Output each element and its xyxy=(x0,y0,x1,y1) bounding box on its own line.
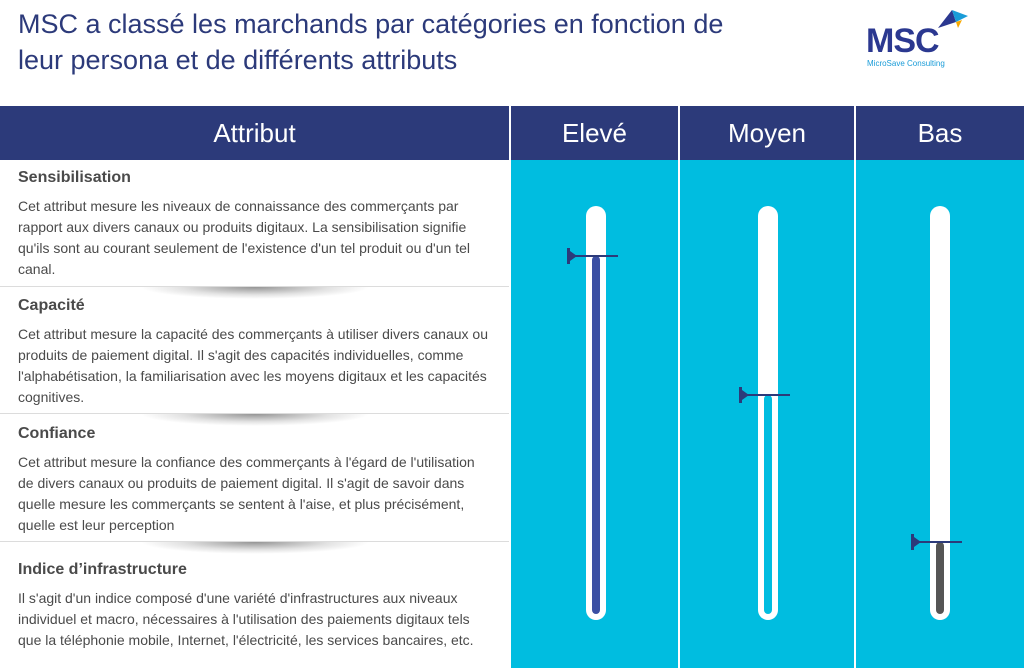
header-bas: Bas xyxy=(856,106,1024,160)
logo-subtitle: MicroSave Consulting xyxy=(867,59,945,68)
title-line-2: leur persona et de différents attributs xyxy=(18,45,458,75)
gauge-fill-bas xyxy=(936,542,944,614)
title-line-1: MSC a classé les marchands par catégories en fonction de xyxy=(18,9,724,39)
attribute-capacite xyxy=(18,296,488,408)
bird-icon xyxy=(932,8,972,42)
gauge-flag-icon xyxy=(739,387,749,403)
divider-shadow xyxy=(140,542,370,554)
header-moyen: Moyen xyxy=(680,106,854,160)
attribute-title: Indice d’infrastructure xyxy=(18,561,187,578)
header-attribut: Attribut xyxy=(0,106,509,160)
gauge-fill-eleve xyxy=(592,256,600,614)
attribute-infrastructure xyxy=(18,560,488,651)
table-header xyxy=(0,106,1024,160)
gauge-flag-icon xyxy=(567,248,577,264)
attribute-description: Il s'agit d'un indice composé d'une variété d'infrastructures aux niveaux individuel et macro, nécessaires à l'utilisation des paiements digitaux tels que la téléphonie mobile, Internet, l'électricité, les services bancaires, etc. xyxy=(18,590,474,648)
attribute-sensibilisation xyxy=(18,168,488,280)
attribute-title: Sensibilisation xyxy=(18,169,131,186)
logo-text: MSC xyxy=(866,22,939,60)
attribute-title: Confiance xyxy=(18,425,96,442)
header-eleve: Elevé xyxy=(511,106,678,160)
page-title xyxy=(18,6,818,78)
attribute-title: Capacité xyxy=(18,297,85,314)
msc-logo xyxy=(864,8,984,70)
attribute-description: Cet attribut mesure la capacité des commerçants à utiliser divers canaux ou produits de paiement digital. Il s'agit des capacités individuelles, comme l'alphabétisation, la familiarisation avec les moyens digitaux et les capacités cognitives. xyxy=(18,326,488,405)
attribute-confiance xyxy=(18,424,488,536)
gauge-flag-icon xyxy=(911,534,921,550)
attribute-description: Cet attribut mesure la confiance des commerçants à l'égard de l'utilisation de divers canaux ou produits de paiement digital. Il s'agit de savoir dans quelle mesure les commerçants se sentent à l'aise, et plus précisément, quelle est leur perception xyxy=(18,454,475,533)
attribute-description: Cet attribut mesure les niveaux de connaissance des commerçants par rapport aux divers canaux ou produits digitaux. La sensibilisation signifie qu'ils sont au courant seulement de l'existence d'un tel produit ou d'un tel canal. xyxy=(18,198,470,277)
gauge-fill-moyen xyxy=(764,395,772,614)
